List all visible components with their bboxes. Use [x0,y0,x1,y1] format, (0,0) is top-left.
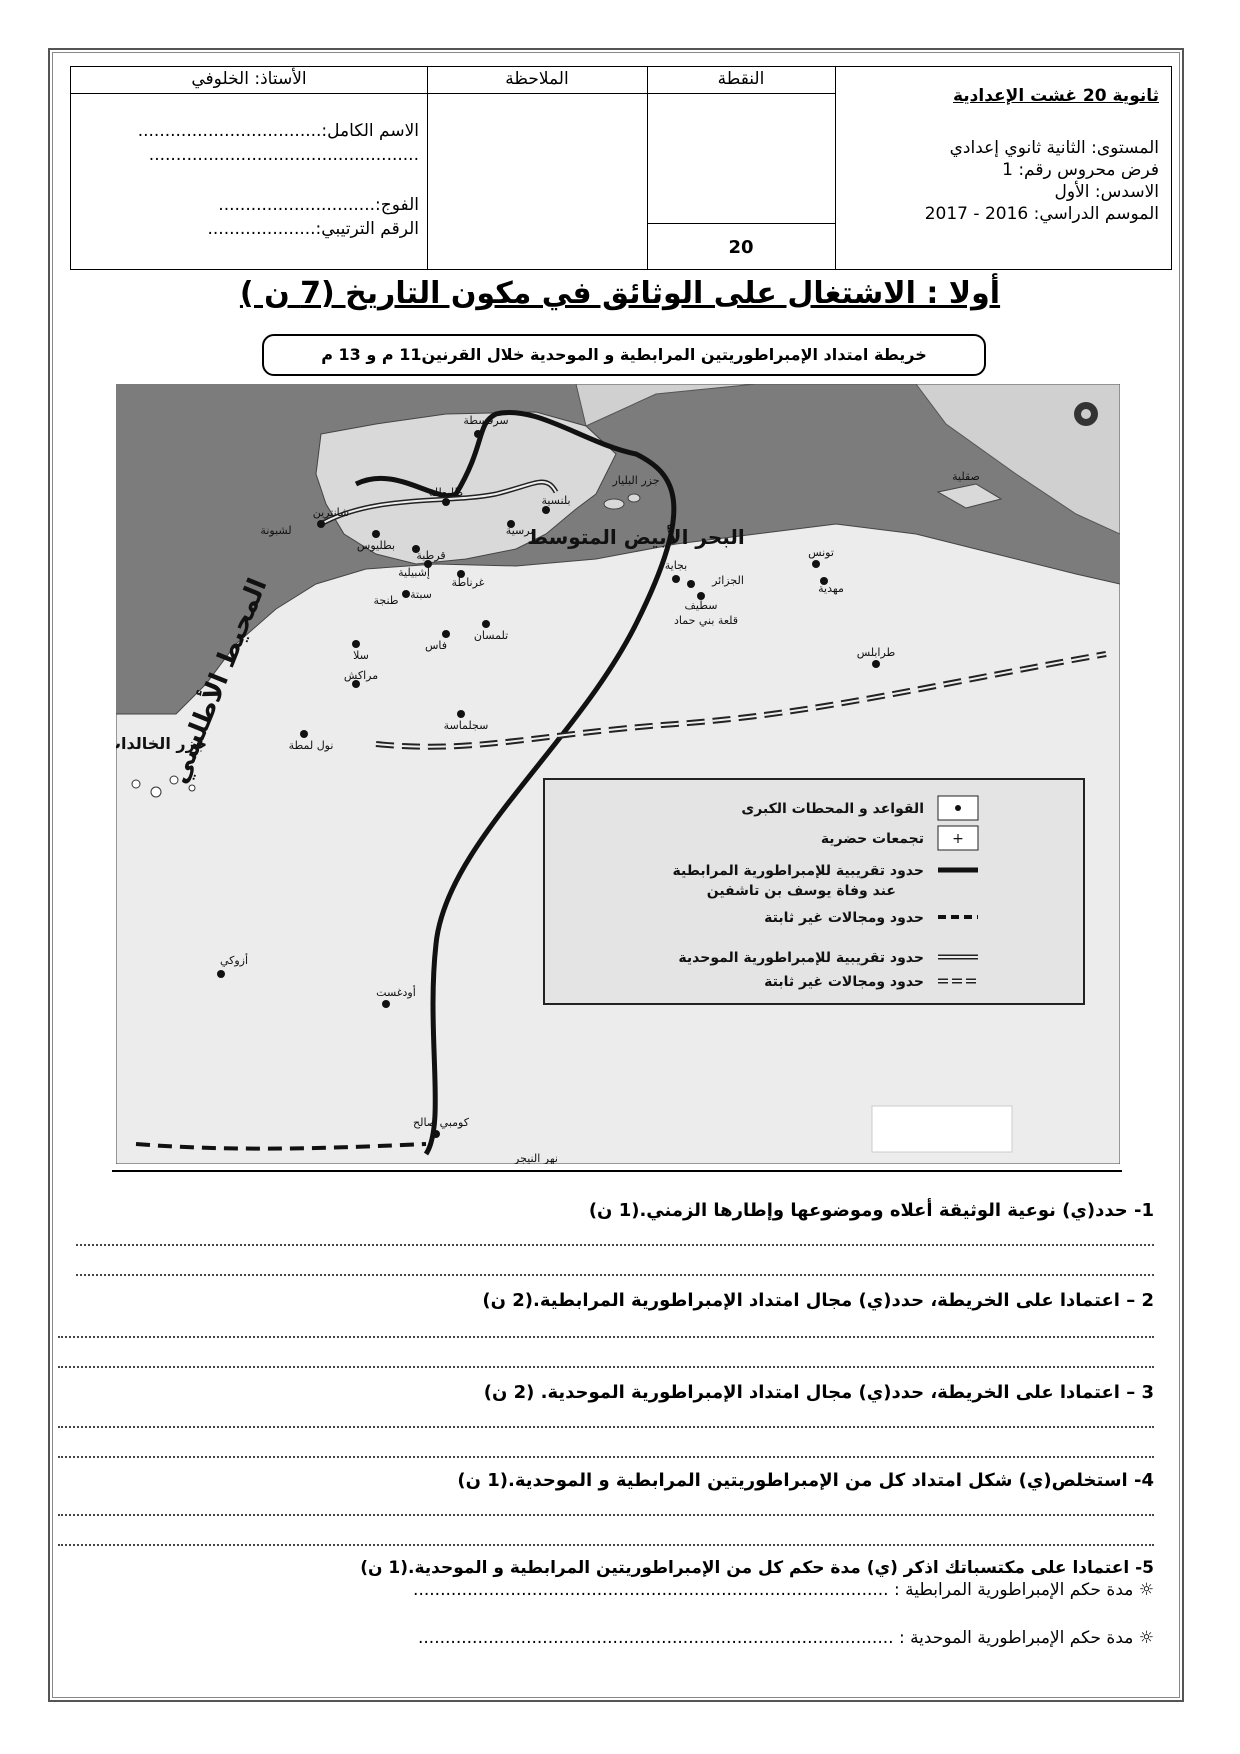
city-label: بطليوس [356,539,396,552]
almohad-duration-field[interactable]: ☼ مدة حكم الإمبراطورية الموحدية : ........................................................................................ [418,1628,1154,1648]
answer-line[interactable] [76,1266,1154,1276]
city-label: أودغست [376,986,416,999]
city-label: بلنسية [541,494,571,507]
legend-unstable-1: حدود ومجالات غير ثابتة [764,910,924,926]
city-label: غرناطة [451,576,485,589]
legend-almoravid-2: عند وفاة يوسف بن تاشفين [706,883,896,899]
city-label: طرابلس [856,646,896,659]
student-info [79,119,419,241]
city-label: تونس [808,546,834,559]
city-label: سرقسطة [463,414,509,427]
map-legend [544,779,1084,1004]
header-table [70,66,1172,270]
svg-text:+: + [952,831,964,847]
group-field[interactable]: الفوج:............................. [218,195,419,215]
city-label: بجاية [664,559,688,572]
city-label: مرسية [505,524,537,537]
city-label: كومبي صالح [413,1116,469,1129]
khalidat-label: جزر الخالدا [121,734,208,753]
school-name: ثانوية 20 غشت الإعدادية [952,86,1159,106]
answer-line[interactable] [58,1418,1154,1428]
question-2: 2 – اعتمادا على الخريطة، حدد(ي) مجال امتداد الإمبراطورية المرابطية.(2 ن) [482,1290,1154,1311]
city-label: فاس [424,639,448,652]
answer-line[interactable] [58,1328,1154,1338]
city-label: سلا [353,649,369,662]
city-label: إشبيلية [398,566,430,579]
city-label: صقلية [952,470,980,483]
atlantic-label: المحيط الأطلسي [163,574,274,788]
header-row-line [71,93,835,94]
city-label: جزر البليار [612,474,660,487]
answer-line[interactable] [58,1448,1154,1458]
city-label: شانترين [312,506,350,519]
city-label: مراكش [343,669,379,682]
semester: الاسدس: الأول [1054,182,1159,202]
section-title: أولا : الاشتغال على الوثائق في مكون التاريخ (7 ن ) [239,276,1001,311]
city-label: تلمسان [473,629,509,642]
answer-line[interactable] [76,1236,1154,1246]
school-info [859,85,1159,225]
city-label: أزوكي [219,954,249,967]
legend-almoravid: حدود تقريبية للإمبراطورية المرابطية [672,863,924,879]
map-caption: خريطة امتداد الإمبراطوريتين المرابطية و الموحدية خلال القرنين11 م و 13 م [262,334,986,376]
city-label: نهر النيجر [514,1152,558,1164]
city-label: لشبونة [260,524,292,537]
legend-almohad: حدود تقريبية للإمبراطورية الموحدية [678,950,924,966]
historical-map [116,384,1120,1164]
question-5: 5- اعتمادا على مكتسباتك اذكر (ي) مدة حكم كل من الإمبراطوريتين المرابطية و الموحدية.(1 ن) [360,1558,1154,1578]
answer-line[interactable] [58,1358,1154,1368]
question-4: 4- استخلص(ي) شكل امتداد كل من الإمبراطوريتين المرابطية و الموحدية.(1 ن) [457,1470,1154,1491]
city-label: طليطلة [428,486,464,499]
question-3: 3 – اعتمادا على الخريطة، حدد(ي) مجال امتداد الإمبراطورية الموحدية. (2 ن) [483,1382,1154,1403]
header-divider [427,67,428,269]
map-blank-box [872,1106,1012,1152]
city-label: الجزائر [712,574,744,587]
score-line [647,223,835,224]
full-name-field[interactable]: الاسم الكامل:.................................. [137,121,419,141]
level: المستوى: الثانية ثانوي إعدادي [949,138,1159,158]
city-label: مهدية [818,582,844,595]
almoravid-duration-field[interactable]: ☼ مدة حكم الإمبراطورية المرابطية : ........................................................................................ [413,1580,1154,1600]
city-label: قرطبة [416,549,446,562]
exam-number: فرض محروس رقم: 1 [1002,160,1159,180]
score-label: النقطة [717,69,765,89]
score-total: 20 [728,237,754,258]
map-bottom-rule [112,1170,1122,1172]
city-label: سطيف [684,599,718,612]
legend-unstable-2: حدود ومجالات غير ثابتة [764,974,924,990]
legend-bases: القواعد و المحطات الكبرى [741,801,924,817]
city-label: طنجة [373,594,399,607]
note-label: الملاحظة [505,69,569,89]
city-label: سبتة [410,588,432,601]
answer-line[interactable] [58,1536,1154,1546]
school-season: الموسم الدراسي: 2016 - 2017 [924,204,1159,224]
city-label: نول لمطة [288,739,334,752]
teacher-name: الأستاذ: الخلوفي [191,69,307,89]
legend-cities: تجمعات حضرية [820,831,924,847]
header-divider [835,67,836,269]
mediterranean-label: البحر الأبيض المتوسط [527,525,745,549]
city-label: قلعة بني حماد [673,614,739,627]
full-name-field-cont[interactable]: .................................................. [148,145,419,165]
question-1: 1- حدد(ي) نوعية الوثيقة أعلاه وموضوعها وإطارها الزمني.(1 ن) [588,1200,1154,1221]
city-label: سجلماسة [443,719,489,732]
order-number-field[interactable]: الرقم الترتيبي:.................... [207,219,419,239]
answer-line[interactable] [58,1506,1154,1516]
